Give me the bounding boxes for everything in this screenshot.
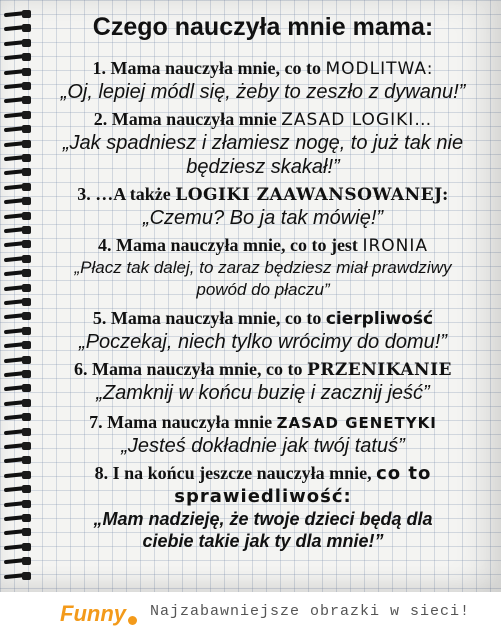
list-item (40, 462, 486, 552)
spiral-binding (4, 8, 34, 588)
item-lead: 2. Mama nauczyła mnie (93, 109, 282, 129)
list-item (40, 307, 486, 354)
spiral-ring-icon (4, 440, 34, 452)
item-key: MODLITWA: (325, 59, 434, 79)
spiral-ring-icon (4, 512, 34, 524)
spiral-ring-icon (4, 411, 34, 423)
item-key: ZASAD GENETYKI (276, 414, 437, 432)
spiral-ring-icon (4, 123, 34, 135)
item-lead: 7. Mama nauczyła mnie (89, 412, 277, 432)
spiral-ring-icon (4, 210, 34, 222)
item-quote: „Mam nadzieję, że twoje dzieci będą dla (93, 509, 433, 529)
spiral-ring-icon (4, 498, 34, 510)
spiral-ring-icon (4, 555, 34, 567)
item-key: sprawiedliwość: (174, 486, 352, 507)
spiral-ring-icon (4, 80, 34, 92)
list-item (40, 358, 486, 405)
spiral-ring-icon (4, 483, 34, 495)
item-lead: 6. Mama nauczyła mnie, co to (74, 359, 307, 379)
spiral-ring-icon (4, 310, 34, 322)
item-key: IRONIA (362, 236, 429, 256)
spiral-ring-icon (4, 138, 34, 150)
item-lead: 4. Mama nauczyła mnie, co to jest (97, 235, 363, 255)
spiral-ring-icon (4, 267, 34, 279)
logo-dot-icon (128, 616, 137, 625)
spiral-ring-icon (4, 454, 34, 466)
item-key: co to (376, 463, 432, 484)
spiral-ring-icon (4, 397, 34, 409)
spiral-ring-icon (4, 570, 34, 582)
item-lead: 5. Mama nauczyła mnie, co to (92, 308, 326, 328)
spiral-ring-icon (4, 238, 34, 250)
spiral-ring-icon (4, 382, 34, 394)
page-title: Czego nauczyła mnie mama: (92, 13, 434, 41)
list-item (40, 411, 486, 458)
spiral-ring-icon (4, 282, 34, 294)
spiral-ring-icon (4, 195, 34, 207)
item-quote: „Poczekaj, niech tylko wrócimy do domu!” (79, 331, 447, 353)
logo-text: Funny (60, 601, 126, 626)
spiral-ring-icon (4, 368, 34, 380)
spiral-ring-icon (4, 8, 34, 20)
spiral-ring-icon (4, 354, 34, 366)
spiral-ring-icon (4, 51, 34, 63)
item-key: cierpliwość (325, 309, 434, 329)
site-logo[interactable] (60, 594, 137, 634)
item-key: PRZENIKANIE (306, 360, 452, 380)
spiral-ring-icon (4, 469, 34, 481)
spiral-ring-icon (4, 181, 34, 193)
spiral-ring-icon (4, 526, 34, 538)
spiral-ring-icon (4, 541, 34, 553)
item-quote: „Płacz tak dalej, to zaraz będziesz miał prawdziwy (74, 258, 452, 277)
item-quote: „Oj, lepiej módl się, żeby to zeszło z dywanu!” (60, 81, 466, 103)
item-lead: 3. …A także (77, 184, 176, 204)
item-quote: „Jesteś dokładnie jak twój tatuś” (121, 435, 405, 457)
spiral-ring-icon (4, 166, 34, 178)
spiral-ring-icon (4, 224, 34, 236)
list-item (40, 234, 486, 301)
item-quote: „Jak spadniesz i złamiesz nogę, to już tak nie (62, 132, 464, 154)
item-lead: 1. Mama nauczyła mnie, co to (92, 58, 326, 78)
spiral-ring-icon (4, 296, 34, 308)
spiral-ring-icon (4, 22, 34, 34)
spiral-ring-icon (4, 37, 34, 49)
item-quote: „Zamknij w końcu buzię i zacznij jeść” (96, 382, 430, 404)
spiral-ring-icon (4, 325, 34, 337)
spiral-ring-icon (4, 426, 34, 438)
content (40, 0, 486, 552)
list-item (40, 108, 486, 179)
item-key: LOGIKI ZAAWANSOWANEJ: (175, 185, 449, 205)
item-quote: będziesz skakał!” (186, 156, 340, 178)
spiral-ring-icon (4, 339, 34, 351)
spiral-ring-icon (4, 109, 34, 121)
spiral-ring-icon (4, 66, 34, 78)
spiral-ring-icon (4, 94, 34, 106)
site-tagline: Najzabawniejsze obrazki w sieci! (150, 603, 471, 620)
item-key: ZASAD LOGIKI… (281, 110, 433, 130)
spiral-ring-icon (4, 253, 34, 265)
list-item (40, 57, 486, 104)
list-item (40, 183, 486, 230)
item-quote: „Czemu? Bo ja tak mówię!” (142, 207, 384, 229)
item-quote: ciebie takie jak ty dla mnie!” (142, 531, 384, 551)
item-quote: powód do płaczu” (196, 280, 330, 299)
spiral-ring-icon (4, 152, 34, 164)
item-lead: 8. I na końcu jeszcze nauczyła mnie, (94, 463, 377, 483)
